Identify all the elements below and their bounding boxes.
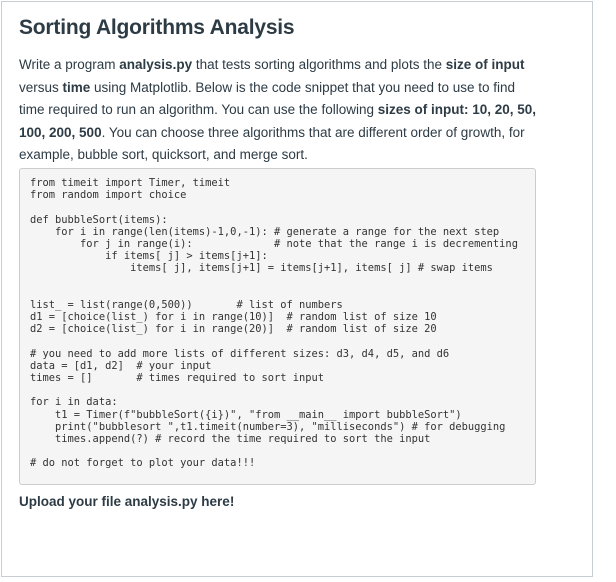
- code-line: d1 = [choice(list_) for i in range(10)] # random list of size 10: [30, 311, 437, 324]
- upload-instruction: Upload your file analysis.py here!: [19, 494, 235, 509]
- page-title: Sorting Algorithms Analysis: [19, 16, 295, 39]
- code-line: [30, 335, 535, 347]
- code-line: [30, 287, 535, 299]
- assignment-card: [1, 1, 593, 577]
- desc-text-2: that tests sorting algorithms and plots the: [192, 57, 446, 72]
- code-line: times.append(?) # record the time required to sort the input: [30, 432, 431, 445]
- code-line: [30, 275, 535, 287]
- code-line: [30, 201, 535, 213]
- code-line: for i in range(len(items)-1,0,-1): # generate a range for the next step: [30, 225, 500, 238]
- desc-text-5: . You can choose three algorithms that are different order of growth, for example, bubble sort, quicksort, and merge sort.: [19, 124, 525, 162]
- code-line: from random import choice: [30, 189, 187, 202]
- assignment-description: [19, 54, 539, 167]
- code-line: def bubbleSort(items):: [30, 213, 168, 226]
- code-line: [30, 445, 535, 457]
- code-line: [30, 384, 535, 396]
- code-line: if items[ j] > items[j+1]:: [30, 250, 268, 263]
- code-line: for j in range(i): # note that the range i is decrementing: [30, 237, 518, 250]
- code-line: list_ = list(range(0,500)) # list of numbers: [30, 298, 343, 311]
- code-line: print("bubblesort ",t1.timeit(number=3), "milliseconds") # for debugging: [30, 420, 506, 433]
- desc-text-3: versus: [19, 79, 63, 95]
- code-line: data = [d1, d2] # your input: [30, 359, 212, 372]
- code-snippet: [19, 168, 536, 485]
- code-line: from timeit import Timer, timeit: [30, 177, 231, 189]
- code-line: for i in data:: [30, 396, 118, 409]
- code-line: times = [] # times required to sort input: [30, 372, 325, 384]
- desc-text-1: Write a program: [19, 57, 120, 72]
- desc-text-4: using Matplotlib. Below is the code snippet that you need to use to find time required to run an algorithm. You can use the following: [19, 79, 516, 117]
- desc-bold-size-of-input: size of input: [445, 57, 525, 72]
- code-line: t1 = Timer(f"bubbleSort({i})", "from __main__ import bubbleSort"): [30, 408, 462, 421]
- code-line: d2 = [choice(list_) for i in range(20)] # random list of size 20: [30, 323, 437, 336]
- code-line: # you need to add more lists of different sizes: d3, d4, d5, and d6: [30, 347, 450, 360]
- desc-bold-time: time: [62, 79, 91, 95]
- code-line: # do not forget to plot your data!!!: [30, 457, 256, 470]
- desc-bold-filename: analysis.py: [119, 57, 193, 72]
- desc-bold-input-sizes: sizes of input: 10, 20, 50, 100, 200, 500: [19, 102, 537, 140]
- code-line: items[ j], items[j+1] = items[j+1], items[ j] # swap items: [30, 262, 493, 275]
